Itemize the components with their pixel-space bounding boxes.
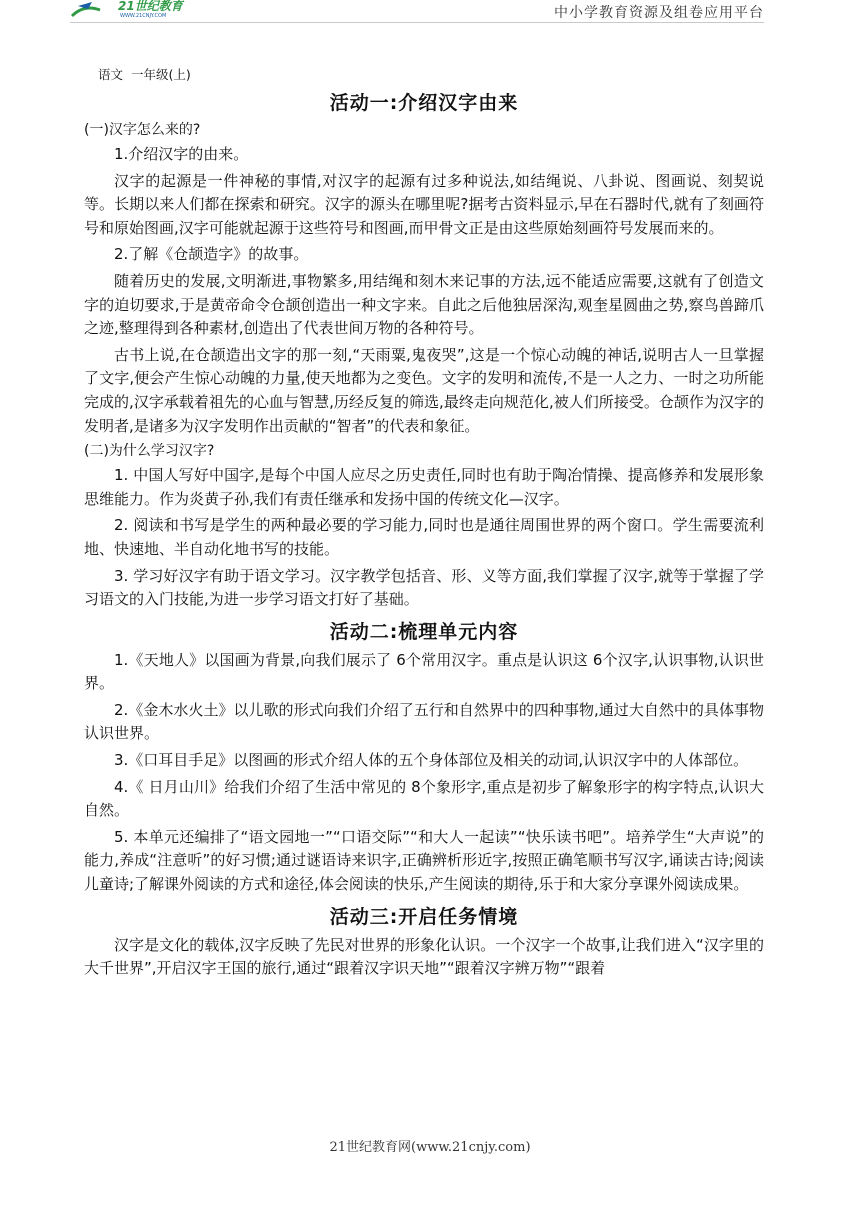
paragraph: 3. 学习好汉字有助于语文学习。汉字教学包括音、形、义等方面,我们掌握了汉字,就等于掌握了学习语文的入门技能,为进一步学习语文打好了基础。	[84, 566, 764, 609]
paragraph: 3.《口耳目手足》以图画的形式介绍人体的五个身体部位及相关的动词,认识汉字中的人体部位。	[114, 751, 749, 770]
activity1-heading: 活动一:介绍汉字由来	[329, 92, 519, 114]
paragraph: 2.了解《仓颉造字》的故事。	[114, 245, 309, 264]
paragraph: 汉字是文化的载体,汉字反映了先民对世界的形象化认识。一个汉字一个故事,让我们进入“汉字里的大千世界”,开启汉字王国的旅行,通过“跟着汉字识天地”“跟着汉字辨万物”“跟着	[84, 935, 764, 978]
subject-grade: 语文 一年级(上)	[98, 67, 191, 82]
header-divider	[70, 22, 764, 23]
activity3-heading: 活动三:开启任务情境	[329, 905, 519, 928]
site-logo	[70, 0, 230, 18]
svg-text:WWW.21CNJY.COM: WWW.21CNJY.COM	[120, 13, 167, 18]
document-body	[84, 64, 764, 984]
paragraph: 2. 阅读和书写是学生的两种最必要的学习能力,同时也是通往周围世界的两个窗口。学生需要流利地、快速地、半自动化地书写的技能。	[84, 516, 764, 558]
paragraph: 1.介绍汉字的由来。	[114, 145, 249, 163]
page-footer: 21世纪教育网(www.21cnjy.com)	[329, 1140, 531, 1155]
paragraph: 1. 中国人写好中国字,是每个中国人应尽之历史责任,同时也有助于陶冶情操、提高修养和发展形象思维能力。作为炎黄子孙,我们有责任继承和发扬中国的传统文化—汉字。	[84, 466, 764, 508]
paragraph: 汉字的起源是一件神秘的事情,对汉字的起源有过多种说法,如结绳说、八卦说、图画说、刻契说等。长期以来人们都在探索和研究。汉字的源头在哪里呢?据考古资料显示,早在石器时代,就有了刻画符号和原始图画,汉字可能就起源于这些符号和图画,而甲骨文正是由这些原始刻画符号发展而来的。	[84, 171, 764, 237]
paragraph: 古书上说,在仓颉造出文字的那一刻,“天雨粟,鬼夜哭”,这是一个惊心动魄的神话,说明古人一旦掌握了文字,便会产生惊心动魄的力量,使天地都为之变色。文字的发明和流传,不是一人之力、一时之功所能完成的,汉字承载着祖先的心血与智慧,历经反复的筛选,最终走向规范化,被人们所接受。仓颉作为汉字的发明者,是诸多为汉字发明作出贡献的“智者”的代表和象征。	[84, 345, 764, 435]
activity2-heading: 活动二:梳理单元内容	[329, 620, 519, 643]
platform-name: 中小学教育资源及组卷应用平台	[554, 5, 764, 21]
paragraph: 随着历史的发展,文明渐进,事物繁多,用结绳和刻木来记事的方法,远不能适应需要,这就有了创造文字的迫切要求,于是黄帝命令仓颉创造出一种文字来。自此之后他独居深沟,观奎星圆曲之势,察鸟兽蹄爪之迹,整理得到各种素材,创造出了代表世间万物的各种符号。	[84, 271, 764, 338]
section2-title: (二)为什么学习汉字?	[84, 443, 215, 460]
section1-title: (一)汉字怎么来的?	[84, 122, 201, 138]
svg-text:21世纪教育: 21世纪教育	[118, 0, 183, 13]
paragraph: 2.《金木水火土》以儿歌的形式向我们介绍了五行和自然界中的四种事物,通过大自然中的具体事物认识世界。	[84, 700, 764, 743]
paragraph: 5. 本单元还编排了“语文园地一”“口语交际”“和大人一起读”“快乐读书吧”。培养学生“大声说”的能力,养成“注意听”的好习惯;通过谜语诗来识字,正确辨析形近字,按照正确笔顺书写汉字,诵读古诗;阅读儿童诗;了解课外阅读的方式和途径,体会阅读的快乐,产生阅读的期待,乐于和大家分享课外阅读成果。	[84, 827, 764, 894]
paragraph: 1.《天地人》以国画为背景,向我们展示了 6个常用汉字。重点是认识这 6个汉字,认识事物,认识世界。	[84, 650, 764, 693]
page-header	[0, 0, 860, 24]
paragraph: 4.《 日月山川》给我们介绍了生活中常见的 8个象形字,重点是初步了解象形字的构字特点,认识大自然。	[84, 777, 764, 820]
